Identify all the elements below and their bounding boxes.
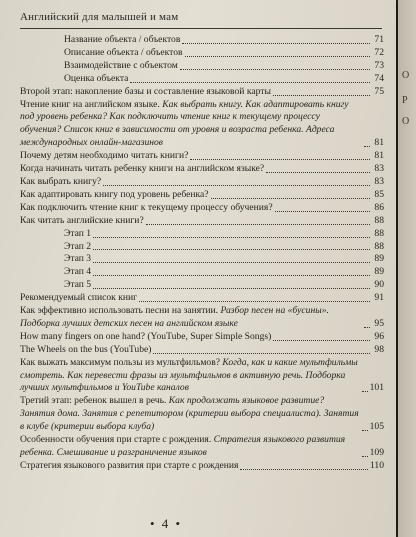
dot-leader bbox=[273, 339, 370, 341]
toc-entry-page-number: 90 bbox=[374, 279, 384, 291]
toc-entry-title: Название объекта / объектов bbox=[64, 34, 181, 45]
dot-leader bbox=[364, 326, 370, 328]
toc-entry bbox=[20, 292, 384, 305]
toc-entry bbox=[20, 434, 384, 460]
toc-entry-title: Когда начинать читать ребенку книги на английском языке? bbox=[20, 163, 265, 175]
dot-leader bbox=[93, 236, 370, 238]
toc-entry bbox=[20, 279, 384, 292]
toc-entry-title: The Wheels on the bus (YouTube) bbox=[20, 343, 152, 355]
adjacent-page-edge bbox=[398, 0, 416, 537]
toc-entry-page-number: 74 bbox=[374, 72, 384, 84]
dot-leader bbox=[275, 210, 370, 212]
toc-entry bbox=[20, 241, 384, 254]
dot-leader bbox=[93, 287, 370, 289]
dot-leader bbox=[153, 352, 370, 354]
toc-entry bbox=[20, 86, 384, 99]
toc-entry-title: Этап 4 bbox=[64, 266, 92, 278]
table-of-contents bbox=[20, 34, 384, 473]
dot-leader bbox=[146, 223, 370, 225]
toc-entry bbox=[20, 202, 384, 215]
adjacent-page-text-fragment: Р bbox=[402, 95, 408, 106]
toc-entry-title bbox=[20, 305, 362, 331]
dot-leader bbox=[266, 171, 370, 173]
dot-leader bbox=[139, 300, 370, 302]
adjacent-page-text-fragment: О bbox=[402, 116, 410, 127]
toc-entry-page-number: 71 bbox=[374, 34, 384, 45]
toc-entry bbox=[20, 163, 384, 176]
toc-entry bbox=[20, 73, 384, 86]
toc-entry-title: Как подключить чтение книг к текущему процессу обучения? bbox=[20, 201, 273, 213]
toc-entry-title-plain: Как эффективно использовать песни на занятии. bbox=[20, 305, 221, 317]
dot-leader bbox=[211, 197, 370, 199]
running-head: Английский для малышей и мам bbox=[20, 11, 179, 23]
toc-entry-title: Рекомендуемый список книг bbox=[20, 292, 138, 304]
toc-entry-title bbox=[20, 434, 360, 460]
toc-entry-title: Взаимодействие с объектом bbox=[64, 59, 178, 71]
toc-entry bbox=[20, 266, 384, 279]
toc-entry-title-plain: Особенности обучения при старте с рождения. bbox=[20, 434, 214, 446]
toc-entry-title-plain: Чтение книг на английском языке. bbox=[20, 98, 163, 110]
toc-entry-page-number: 91 bbox=[374, 292, 384, 304]
toc-entry-page-number: 95 bbox=[374, 317, 384, 329]
toc-entry-title-italic: Разбор песен на «бусины». Подборка лучших детских песен на английском языке bbox=[20, 305, 329, 329]
toc-entry-page-number: 72 bbox=[374, 46, 384, 58]
toc-entry bbox=[20, 228, 384, 241]
toc-entry-title-plain: Как выжать максимум пользы из мультфильмов? bbox=[20, 356, 223, 368]
toc-entry-title: Как выбрать книгу? bbox=[20, 175, 102, 187]
adjacent-page-text-fragment: О bbox=[402, 70, 410, 81]
toc-entry bbox=[20, 331, 384, 344]
toc-entry-title: Этап 1 bbox=[64, 227, 92, 239]
toc-entry-title-italic: Как выбрать книгу. Как адаптировать книгу под уровень ребенка? Как подключить чтение книг к текущему процессу обучения? Список книг в зависимости от уровня и возраста ребенка. Адреса международных онлайн-магазинов bbox=[20, 98, 349, 149]
dot-leader bbox=[185, 55, 370, 57]
page-number: • 4 • bbox=[150, 516, 183, 531]
dot-leader bbox=[182, 42, 370, 44]
toc-entry bbox=[20, 253, 384, 266]
dot-leader bbox=[93, 261, 370, 263]
toc-entry-title-italic: Когда, как и какие мультфильмы смотреть. Как перевести фразы из мультфильмов в активную речь. Подборка лучших мультфильмов и YouTube каналов bbox=[20, 356, 358, 394]
toc-entry-title: Второй этап: накопление базы и составление языковой карты bbox=[20, 85, 271, 97]
toc-entry bbox=[20, 150, 384, 163]
header-rule bbox=[20, 28, 382, 29]
dot-leader bbox=[362, 390, 368, 392]
toc-entry-page-number: 81 bbox=[374, 137, 384, 149]
toc-entry bbox=[20, 47, 384, 60]
dot-leader bbox=[93, 274, 370, 276]
toc-entry-page-number: 75 bbox=[374, 85, 384, 97]
toc-entry bbox=[20, 189, 384, 202]
toc-entry-title: How many fingers on one hand? (YouTube, Super Simple Songs) bbox=[20, 330, 272, 342]
toc-entry-title-italic: Стратегия языкового развития ребенка. Смешивание и разграничение языков bbox=[20, 434, 346, 458]
toc-entry bbox=[20, 176, 384, 189]
dot-leader bbox=[190, 158, 370, 160]
toc-entry-page-number: 85 bbox=[374, 188, 384, 200]
dot-leader bbox=[362, 429, 368, 431]
toc-entry-title bbox=[20, 395, 360, 434]
toc-entry-page-number: 96 bbox=[374, 330, 384, 342]
dot-leader bbox=[364, 145, 370, 147]
toc-entry bbox=[20, 395, 384, 434]
toc-entry-page-number: 98 bbox=[374, 343, 384, 355]
dot-leader bbox=[103, 184, 370, 186]
toc-entry bbox=[20, 60, 384, 73]
toc-entry-page-number: 83 bbox=[374, 163, 384, 175]
toc-entry-title-italic: Как продолжать языковое развитие? Занятия дома. Занятия с репетитором (критерии выбора специалиста). Занятия в клубе (критерии выбора клуба) bbox=[20, 395, 359, 433]
dot-leader bbox=[180, 68, 370, 70]
toc-entry bbox=[20, 215, 384, 228]
toc-entry bbox=[20, 34, 384, 47]
toc-entry-title: Этап 5 bbox=[64, 279, 92, 291]
toc-entry-page-number: 89 bbox=[374, 253, 384, 265]
toc-entry bbox=[20, 99, 384, 151]
toc-entry-title-plain: Третий этап: ребенок вышел в речь. bbox=[20, 395, 169, 407]
dot-leader bbox=[240, 468, 368, 470]
toc-entry-page-number: 88 bbox=[374, 227, 384, 239]
toc-entry-page-number: 88 bbox=[374, 240, 384, 252]
toc-entry-page-number: 110 bbox=[369, 459, 384, 471]
toc-entry-title bbox=[20, 357, 360, 396]
toc-entry-page-number: 83 bbox=[374, 175, 384, 187]
toc-entry-title: Оценка объекта bbox=[64, 72, 129, 84]
toc-entry bbox=[20, 344, 384, 357]
toc-entry bbox=[20, 460, 384, 473]
toc-entry-title: Как адаптировать книгу под уровень ребенка? bbox=[20, 188, 209, 200]
toc-entry-page-number: 101 bbox=[369, 382, 384, 394]
dot-leader bbox=[273, 94, 370, 96]
toc-entry-title: Как читать английские книги? bbox=[20, 214, 144, 226]
dot-leader bbox=[130, 81, 370, 83]
toc-entry-page-number: 86 bbox=[374, 201, 384, 213]
toc-entry-page-number: 109 bbox=[369, 447, 384, 458]
toc-entry-title bbox=[20, 99, 362, 151]
dot-leader bbox=[93, 248, 370, 250]
toc-entry-title: Этап 2 bbox=[64, 240, 92, 252]
toc-entry-page-number: 73 bbox=[374, 59, 384, 71]
toc-entry-page-number: 81 bbox=[374, 150, 384, 162]
toc-entry-title: Этап 3 bbox=[64, 253, 92, 265]
toc-entry-title: Стратегия языкового развития при старте с рождения bbox=[20, 459, 239, 471]
toc-entry-page-number: 105 bbox=[369, 421, 384, 433]
toc-entry-page-number: 89 bbox=[374, 266, 384, 278]
toc-entry-title: Почему детям необходимо читать книги? bbox=[20, 150, 189, 162]
dot-leader bbox=[362, 455, 368, 457]
toc-entry-title: Описание объекта / объектов bbox=[64, 46, 183, 58]
toc-entry-page-number: 88 bbox=[374, 214, 384, 226]
toc-entry bbox=[20, 357, 384, 396]
toc-entry bbox=[20, 305, 384, 331]
